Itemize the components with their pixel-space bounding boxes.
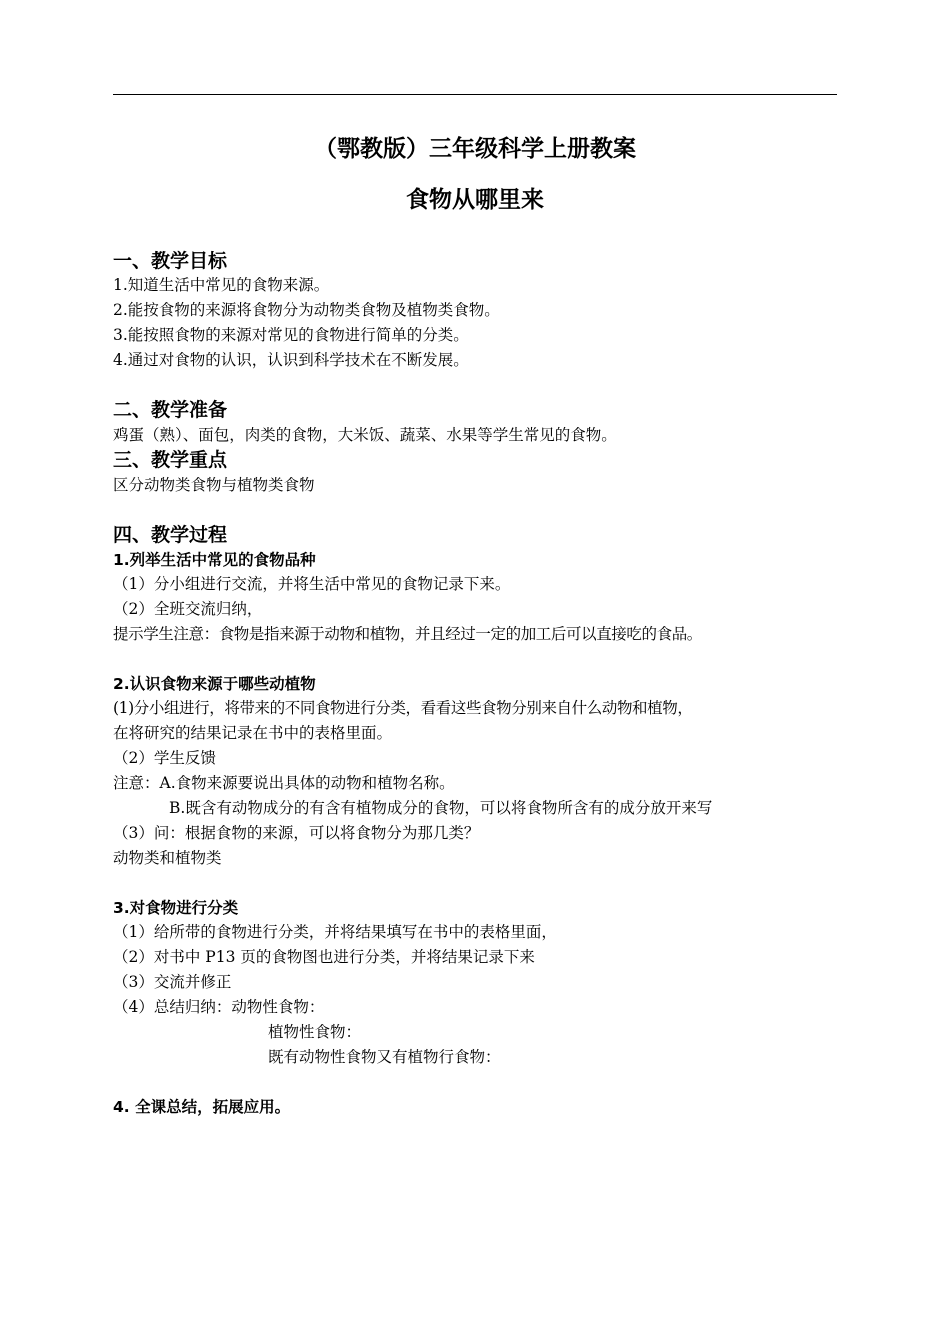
step-heading-1: 1.列举生活中常见的食物品种 — [113, 551, 316, 569]
step-line: 在将研究的结果记录在书中的表格里面。 — [113, 724, 393, 742]
step-line: 植物性食物： — [268, 1023, 362, 1041]
step-heading-4: 4. 全课总结，拓展应用。 — [113, 1098, 291, 1116]
key-point-text: 区分动物类食物与植物类食物 — [113, 476, 315, 494]
preparation-text: 鸡蛋（熟）、面包，肉类的食物，大米饭、蔬菜、水果等学生常见的食物。 — [113, 426, 617, 444]
section-heading-objectives: 一、教学目标 — [113, 250, 228, 272]
objective-item: 4.通过对食物的认识，认识到科学技术在不断发展。 — [113, 351, 469, 369]
section-heading-key-point: 三、教学重点 — [113, 449, 228, 471]
section-heading-process: 四、教学过程 — [113, 524, 228, 546]
step-line: 既有动物性食物又有植物行食物： — [268, 1048, 501, 1066]
header-rule — [113, 94, 837, 95]
step-line: （2）对书中 P13 页的食物图也进行分类，并将结果记录下来 — [113, 948, 535, 966]
step-line: 注意：A.食物来源要说出具体的动物和植物名称。 — [113, 774, 455, 792]
step-line: （1）给所带的食物进行分类，并将结果填写在书中的表格里面， — [113, 923, 557, 941]
document-subtitle: 食物从哪里来 — [406, 187, 544, 213]
section-heading-preparation: 二、教学准备 — [113, 399, 228, 421]
step-line: （2）学生反馈 — [113, 749, 216, 767]
step-line: 动物类和植物类 — [113, 849, 222, 867]
step-line: B.既含有动物成分的有含有植物成分的食物，可以将食物所含有的成分放开来写 — [169, 799, 713, 817]
step-line: (1)分小组进行，将带来的不同食物进行分类，看看这些食物分别来自什么动物和植物， — [113, 699, 693, 717]
objective-item: 1.知道生活中常见的食物来源。 — [113, 276, 330, 294]
step-line: 提示学生注意：食物是指来源于动物和植物，并且经过一定的加工后可以直接吃的食品。 — [113, 625, 702, 643]
step-line: （2）全班交流归纳， — [113, 600, 263, 618]
objective-item: 3.能按照食物的来源对常见的食物进行简单的分类。 — [113, 326, 469, 344]
step-line: （4）总结归纳：动物性食物： — [113, 998, 325, 1016]
step-heading-2: 2.认识食物来源于哪些动植物 — [113, 675, 316, 693]
step-line: （1）分小组进行交流，并将生活中常见的食物记录下来。 — [113, 575, 511, 593]
document-title: （鄂教版）三年级科学上册教案 — [314, 136, 636, 162]
step-line: （3）交流并修正 — [113, 973, 232, 991]
step-line: （3）问：根据食物的来源，可以将食物分为那几类？ — [113, 824, 480, 842]
step-heading-3: 3.对食物进行分类 — [113, 899, 239, 917]
objective-item: 2.能按食物的来源将食物分为动物类食物及植物类食物。 — [113, 301, 500, 319]
